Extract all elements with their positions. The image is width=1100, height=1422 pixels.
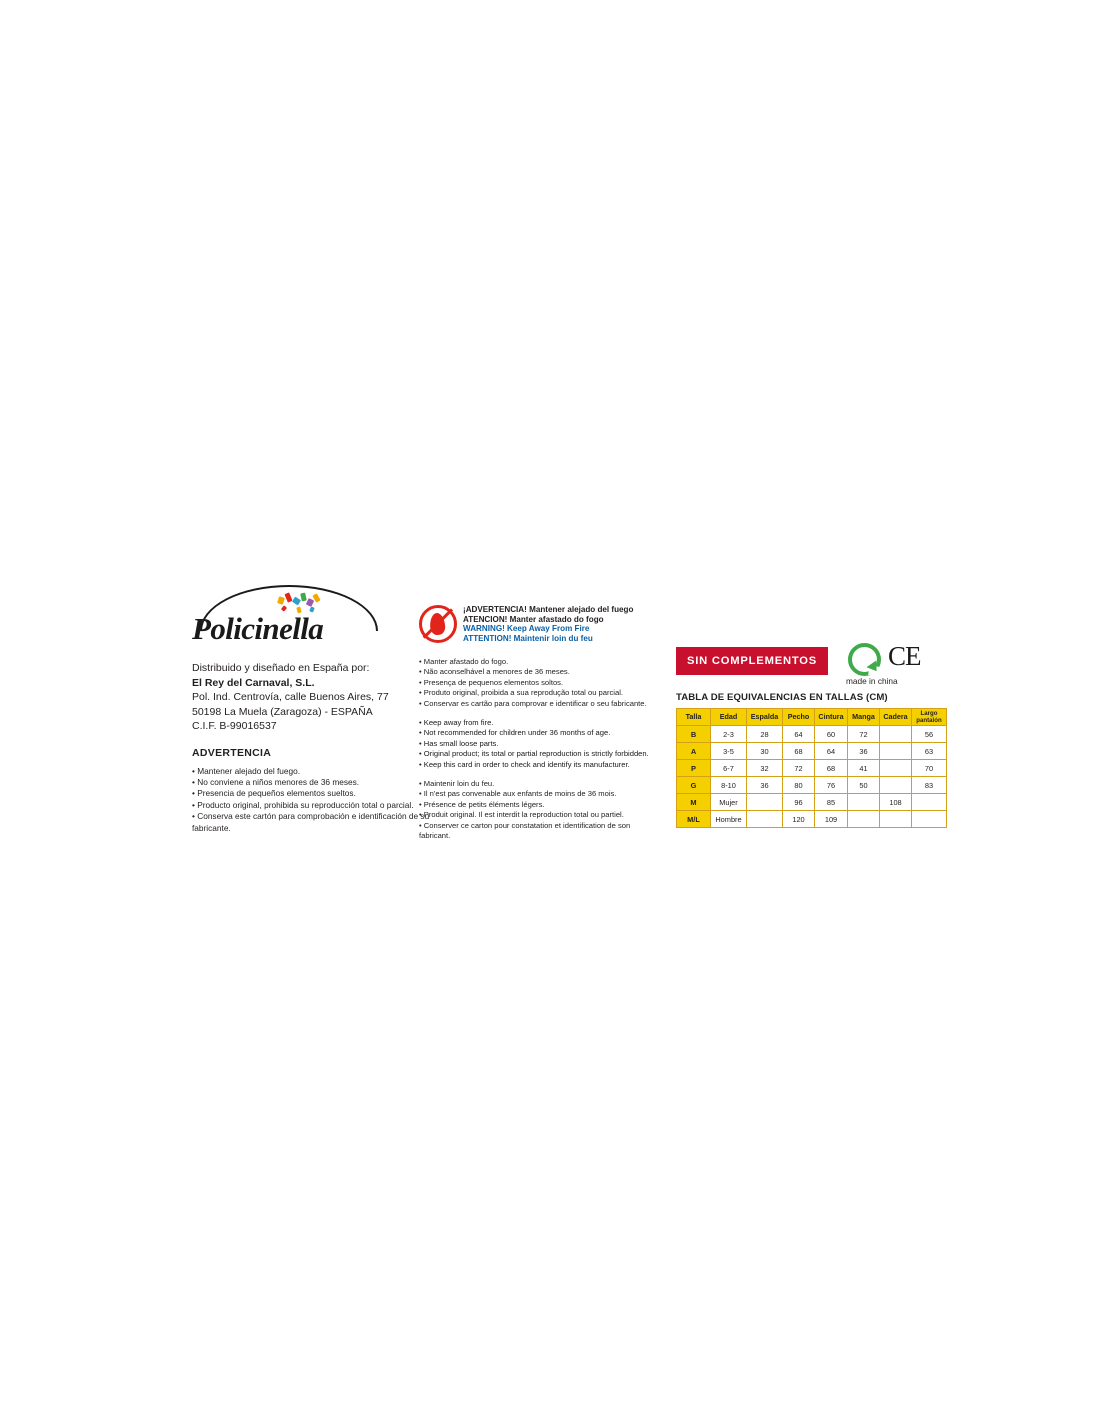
table-row [677,777,947,794]
table-row [677,794,947,811]
cell-cintura: 68 [815,760,848,777]
warning-header [419,605,654,651]
brand-logo [192,585,387,657]
logo-wordmark: Policinella [192,611,324,646]
table-row [677,726,947,743]
warning-headline-en: WARNING! Keep Away From Fire [463,624,590,634]
cell-manga: 50 [848,777,880,794]
advertencia-bullets [192,766,442,834]
en-bullet: • Keep this card in order to check and identify its manufacturer. [419,759,630,769]
cell-manga: 41 [848,760,880,777]
col-header-talla: Talla [677,709,711,726]
advertencia-title: ADVERTENCIA [192,746,272,759]
cell-manga [848,811,880,828]
cell-pecho: 96 [783,794,815,811]
size-info-block [676,640,946,828]
cell-largo: 56 [912,726,947,743]
fr-bullet: • Présence de petits éléments légers. [419,799,545,809]
cell-edad: 6-7 [711,760,747,777]
cell-pecho: 64 [783,726,815,743]
cell-espalda: 28 [747,726,783,743]
en-bullet: • Not recommended for children under 36 months of age. [419,728,611,738]
col-header-cintura: Cintura [815,709,848,726]
table-header-row [677,709,947,726]
cell-talla: M [677,794,711,811]
advertencia-bullet: • Producto original, prohibida su reproducción total o parcial. [192,799,414,810]
distributed-by-label: Distribuido y diseñado en España por: [192,662,370,674]
en-bullet: • Original product; its total or partial reproduction is strictly forbidden. [419,749,649,759]
cell-espalda [747,794,783,811]
fr-bullet: • Produit original. Il est interdit la reproduction total ou partiel. [419,810,624,820]
en-bullet: • Has small loose parts. [419,738,499,748]
fr-bullet: • Conserver ce carton pour constatation et identification de son fabricant. [419,820,631,841]
cell-espalda [747,811,783,828]
cell-pecho: 72 [783,760,815,777]
cell-edad: Hombre [711,811,747,828]
table-row [677,811,947,828]
warning-headline-es: ¡ADVERTENCIA! Mantener alejado del fuego [463,605,634,614]
warning-headline-fr: ATTENTION! Maintenir loin du feu [463,633,593,643]
badge-row [676,640,946,686]
cell-cadera [880,760,912,777]
advertencia-bullet: • Presencia de pequeños elementos sueltos. [192,788,356,799]
cell-cintura: 85 [815,794,848,811]
pt-bullet: • Produto original, proibida a sua reprodução total ou parcial. [419,688,624,698]
advertencia-bullet: • Mantener alejado del fuego. [192,765,301,776]
address-line-1: Pol. Ind. Centrovía, calle Buenos Aires, 77 [192,691,389,703]
multilingual-warning-block [419,605,654,851]
col-header-largo-pantalon: Largo pantalón [912,709,947,726]
pt-bullet: • Presença de pequenos elementos soltos. [419,677,564,687]
cell-talla: B [677,726,711,743]
cell-cadera [880,726,912,743]
cell-largo: 83 [912,777,947,794]
cell-manga: 36 [848,743,880,760]
cell-talla: P [677,760,711,777]
size-equivalence-table [676,708,947,828]
cell-largo: 70 [912,760,947,777]
fr-bullet: • Il n'est pas convenable aux enfants de moins de 36 mois. [419,789,617,799]
pt-bullet: • Conservar es cartão para comprovar e identificar o seu fabricante. [419,698,647,708]
col-header-manga: Manga [848,709,880,726]
warning-bullet-columns [419,657,654,842]
cell-pecho: 120 [783,811,815,828]
warning-bullets-pt [419,657,654,709]
cell-cintura: 76 [815,777,848,794]
cell-talla: A [677,743,711,760]
fr-bullet: • Maintenir loin du feu. [419,779,495,789]
recycle-icon [848,643,881,676]
cell-pecho: 80 [783,777,815,794]
col-header-espalda: Espalda [747,709,783,726]
cif-number: C.I.F. B-99016537 [192,720,277,732]
cell-cadera: 108 [880,794,912,811]
cell-espalda: 36 [747,777,783,794]
col-header-edad: Edad [711,709,747,726]
table-row [677,743,947,760]
sin-complementos-badge: SIN COMPLEMENTOS [676,647,828,675]
warning-headline-pt: ATENCION! Manter afastado do fogo [463,614,604,624]
address-line-2: 50198 La Muela (Zaragoza) - ESPAÑA [192,705,373,718]
pt-bullet: • Não aconselhável a menores de 36 meses. [419,667,570,677]
warning-headlines [463,605,633,643]
col-header-pecho: Pecho [783,709,815,726]
col-header-cadera: Cadera [880,709,912,726]
table-row [677,760,947,777]
brand-block [192,585,442,834]
cell-largo: 63 [912,743,947,760]
cell-edad: 3-5 [711,743,747,760]
warning-bullets-fr [419,779,654,841]
ce-mark-icon: CE [888,641,921,671]
company-name: El Rey del Carnaval, S.L. [192,676,315,689]
cell-talla: G [677,777,711,794]
cell-manga: 72 [848,726,880,743]
cell-cintura: 64 [815,743,848,760]
cell-pecho: 68 [783,743,815,760]
cell-espalda: 30 [747,743,783,760]
cell-edad: Mujer [711,794,747,811]
warning-bullets-en [419,718,654,770]
distributor-info [192,661,442,734]
no-fire-icon [419,605,457,643]
size-table-title: TABLA DE EQUIVALENCIAS EN TALLAS (CM) [676,692,888,703]
cell-cintura: 60 [815,726,848,743]
cell-edad: 2-3 [711,726,747,743]
cell-largo [912,811,947,828]
cell-cadera [880,777,912,794]
pt-bullet: • Manter afastado do fogo. [419,657,509,666]
en-bullet: • Keep away from fire. [419,718,494,728]
cell-manga [848,794,880,811]
cell-talla: M/L [677,811,711,828]
cell-cintura: 109 [815,811,848,828]
cell-edad: 8-10 [711,777,747,794]
advertencia-bullet: • No conviene a niños menores de 36 meses. [192,776,360,787]
cell-espalda: 32 [747,760,783,777]
made-in-china-label: made in china [846,676,898,686]
cell-largo [912,794,947,811]
advertencia-bullet: • Conserva este cartón para comprobación e identificación de su fabricante. [192,811,430,833]
cell-cadera [880,743,912,760]
cell-cadera [880,811,912,828]
